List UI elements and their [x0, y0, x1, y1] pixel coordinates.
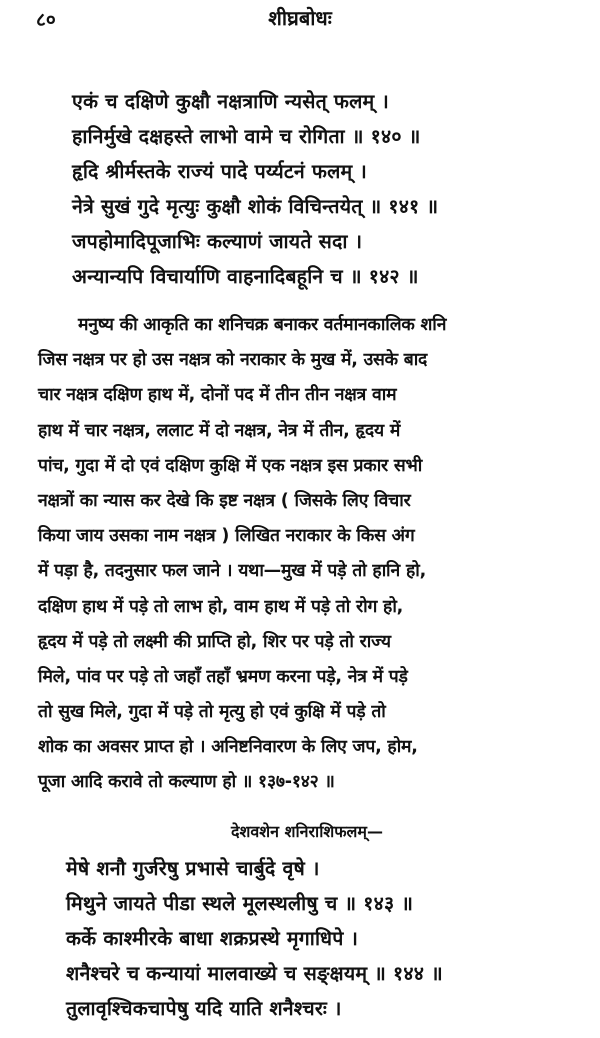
page-header [0, 4, 600, 34]
page-number: ८० [36, 9, 56, 31]
verse-line: शनैश्चरे च कन्यायां मालवाख्ये च सङ्क्षयम् ॥ १४४ ॥ [66, 962, 443, 985]
verse-line: जपहोमादिपूजाभिः कल्याणं जायते सदा । [72, 230, 363, 253]
commentary-line: हाथ में चार नक्षत्र, ललाट में दो नक्षत्र, नेत्र में तीन, हृदय में [38, 420, 401, 441]
verse-line: अन्यान्यपि विचार्याणि वाहनादिबहूनि च ॥ १४२ ॥ [72, 265, 419, 288]
verse-line: हृदि श्रीर्मस्तके राज्यं पादे पर्य्यटनं फलम् । [72, 160, 367, 183]
verse-line: नेत्रे सुखं गुदे मृत्युः कुक्षौ शोकं विचिन्तयेत् ॥ १४१ ॥ [72, 195, 439, 218]
running-title: शीघ्रबोधः [268, 6, 332, 30]
verse-line: मेषे शनौ गुर्जरेषु प्रभासे चार्बुदे वृषे । [66, 857, 320, 880]
commentary-line: पांच, गुदा में दो एवं दक्षिण कुक्षि में एक नक्षत्र इस प्रकार सभी [38, 455, 423, 476]
commentary-line: दक्षिण हाथ में पड़े तो लाभ हो, वाम हाथ में पड़े तो रोग हो, [38, 596, 404, 617]
verses-143-144 [66, 851, 596, 1026]
commentary-line: शोक का अवसर प्राप्त हो । अनिष्टनिवारण के लिए जप, होम, [38, 737, 418, 758]
commentary-line: मिले, पांव पर पड़े तो जहाँ तहाँ भ्रमण करना पड़े, नेत्र में पड़े [38, 666, 408, 687]
verse-line: तुलावृश्चिकचापेषु यदि याति शनैश्चरः । [66, 997, 342, 1020]
verse-line: मिथुने जायते पीडा स्थले मूलस्थलीषु च ॥ १४३ ॥ [66, 892, 414, 915]
verses-140-142 [72, 84, 592, 294]
commentary-line: किया जाय उसका नाम नक्षत्र ) लिखित नराकार के किस अंग [38, 526, 415, 547]
commentary-line: तो सुख मिले, गुदा में पड़े तो मृत्यु हो एवं कुक्षि में पड़े तो [38, 702, 386, 723]
commentary-line: जिस नक्षत्र पर हो उस नक्षत्र को नराकार के मुख में, उसके बाद [38, 350, 428, 371]
commentary-line: चार नक्षत्र दक्षिण हाथ में, दोनों पद में तीन तीन नक्षत्र वाम [38, 385, 397, 406]
section-subheading: देशवशेन शनिराशिफलम्— [231, 822, 383, 841]
verse-line: एकं च दक्षिणे कुक्षौ नक्षत्राणि न्यसेत् फलम् । [72, 90, 389, 113]
commentary-line: में पड़ा है, तदनुसार फल जाने । यथा—मुख में पड़े तो हानि हो, [38, 561, 427, 582]
commentary-line: मनुष्य की आकृति का शनिचक्र बनाकर वर्तमानकालिक शनि [78, 315, 447, 335]
commentary-paragraph [38, 308, 583, 801]
commentary-line: पूजा आदि करावे तो कल्याण हो ॥ १३७-१४२ ॥ [38, 772, 335, 793]
verse-line: हानिर्मुखे दक्षहस्ते लाभो वामे च रोगिता ॥ १४० ॥ [72, 125, 421, 148]
commentary-line: नक्षत्रों का न्यास कर देखे कि इष्ट नक्षत्र ( जिसके लिए विचार [38, 490, 411, 511]
verse-line: कर्के काश्मीरके बाधा शक्रप्रस्थे मृगाधिपे । [66, 927, 359, 950]
commentary-line: हृदय में पड़े तो लक्ष्मी की प्राप्ति हो, शिर पर पड़े तो राज्य [38, 631, 391, 652]
